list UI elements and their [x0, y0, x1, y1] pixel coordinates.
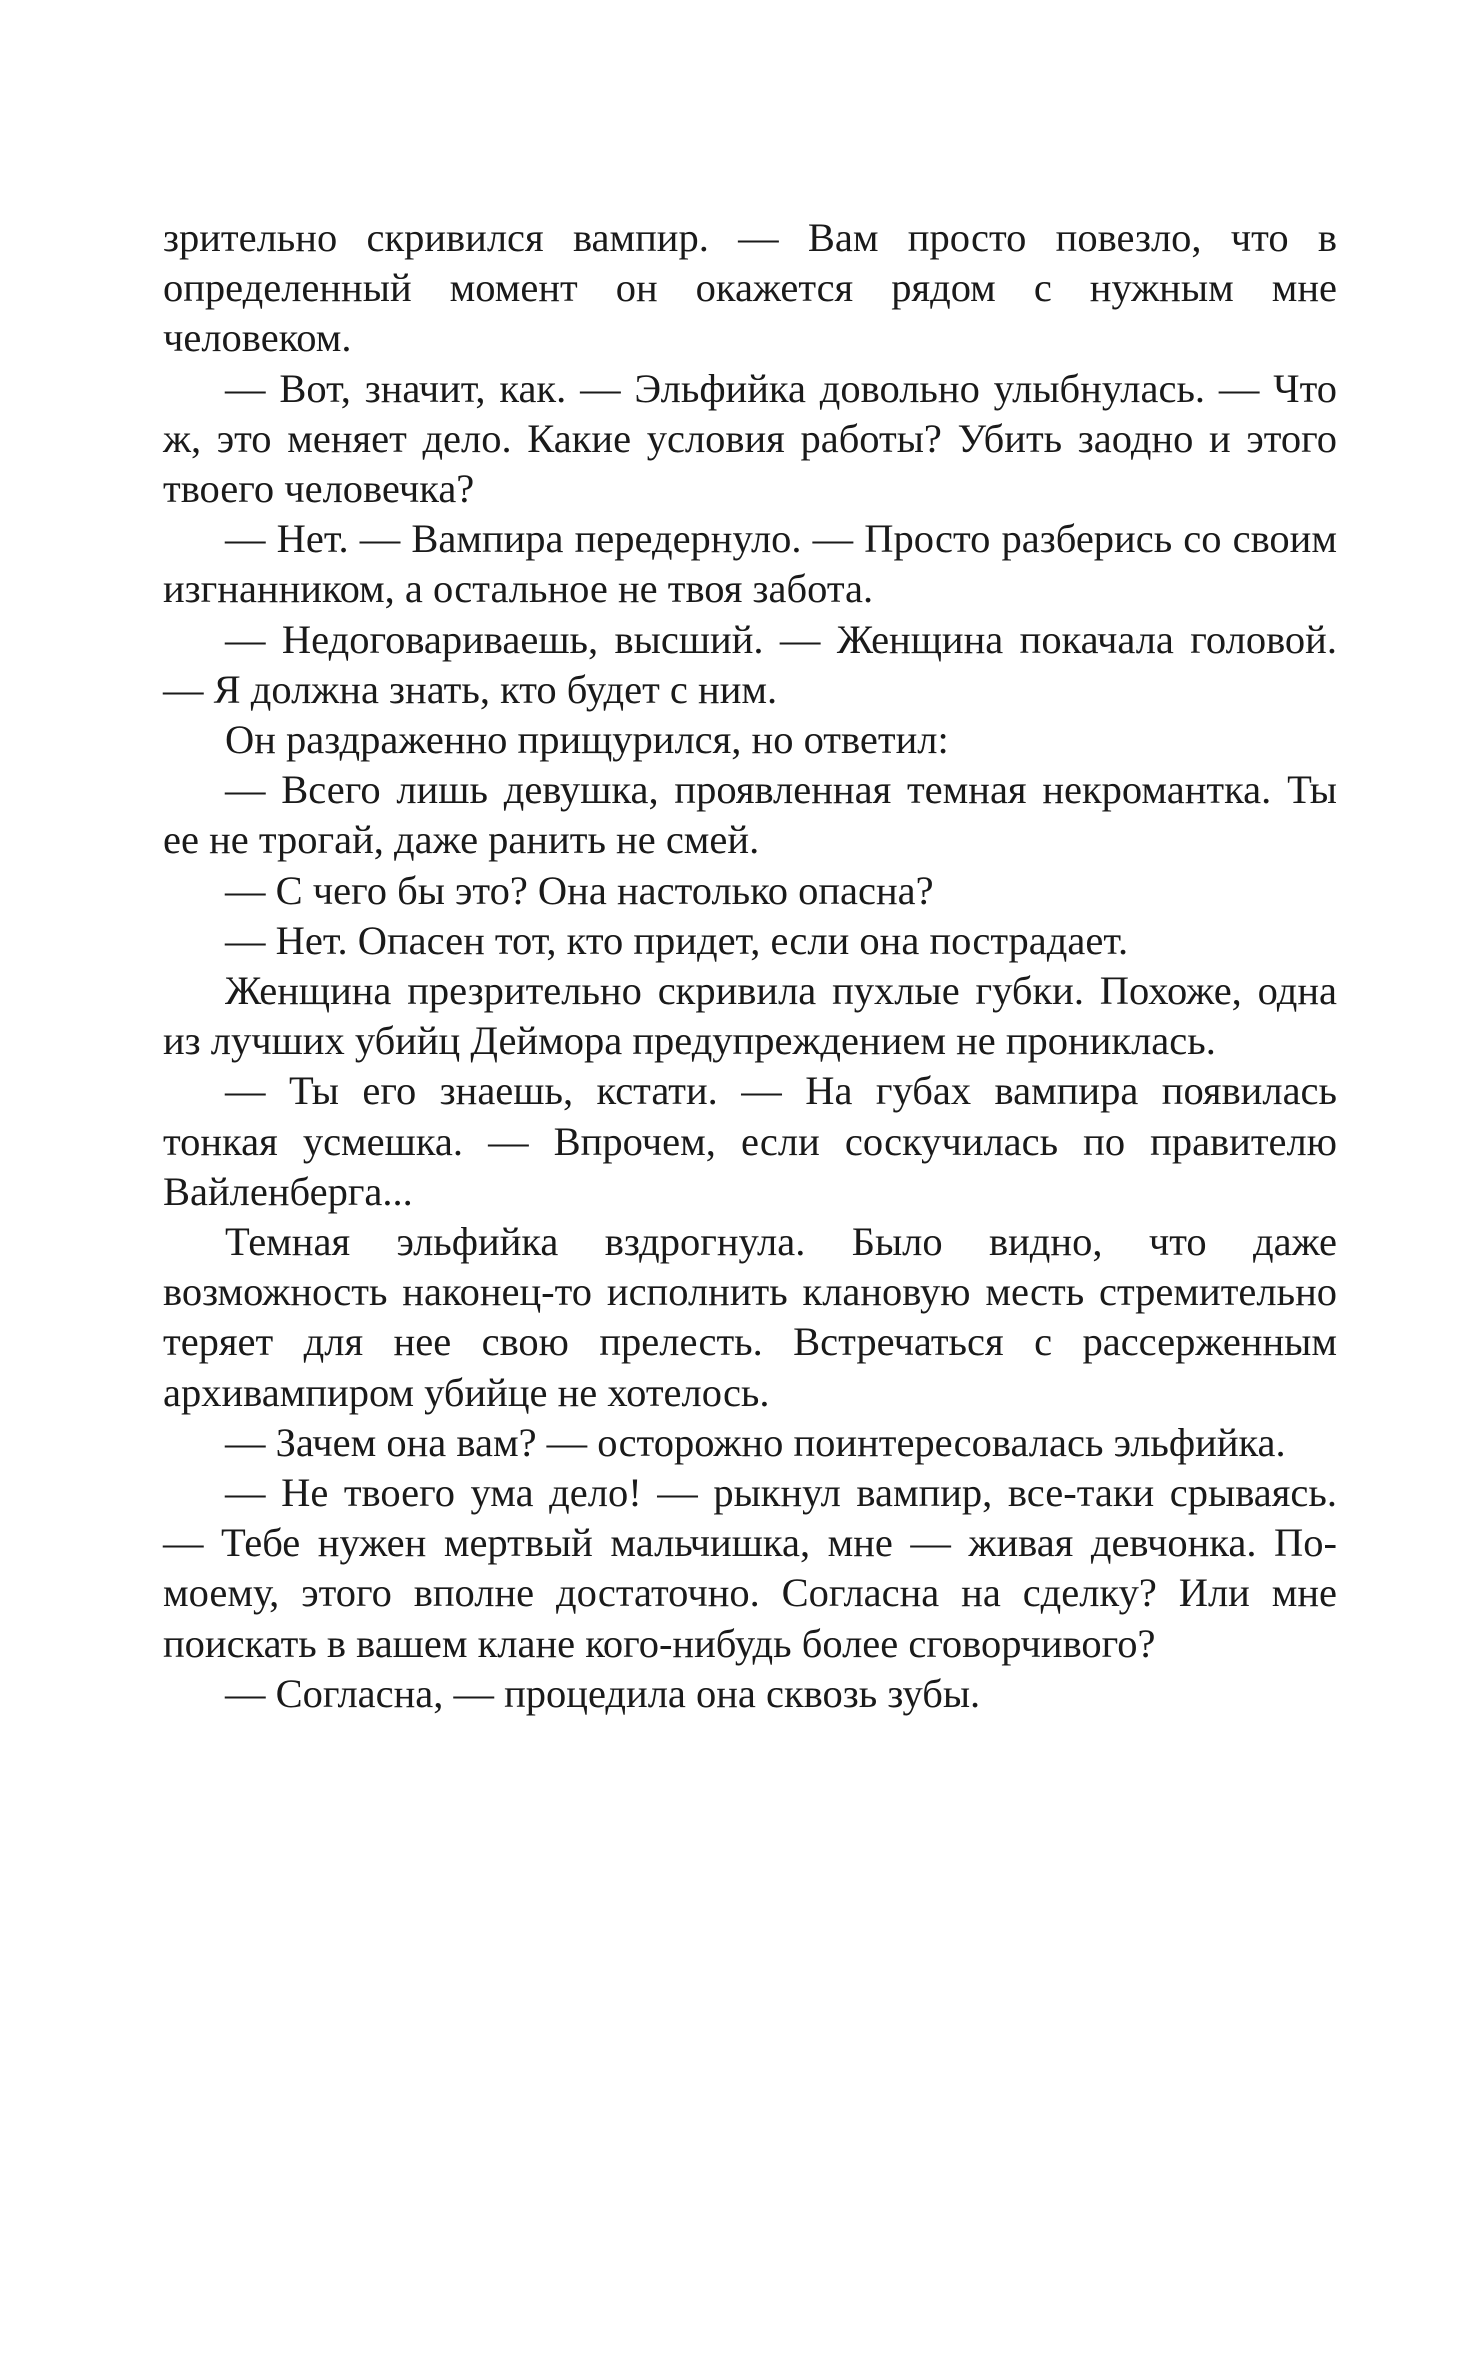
paragraph: — Всего лишь девушка, проявленная темная некромантка. Ты ее не трогай, даже ранить не смей.	[163, 767, 1337, 863]
paragraph: — С чего бы это? Она настолько опасна?	[225, 867, 934, 913]
paragraph: — Нет. Опасен тот, кто придет, если она пострадает.	[225, 917, 1129, 963]
paragraph: — Вот, значит, как. — Эльфийка довольно улыбнулась. — Что ж, это меняет дело. Какие условия работы? Убить заодно и этого твоего человечка?	[163, 365, 1337, 512]
paragraph: Женщина презрительно скривила пухлые губки. Похоже, одна из лучших убийц Деймора предупреждением не прониклась.	[163, 968, 1337, 1064]
paragraph: Он раздраженно прищурился, но ответил:	[225, 717, 949, 763]
book-page-text	[163, 213, 1337, 1719]
paragraph: — Нет. — Вампира передернуло. — Просто разберись со своим изгнанником, а остальное не твоя забота.	[163, 516, 1337, 612]
paragraph: — Не твоего ума дело! — рыкнул вампир, все-таки срываясь. — Тебе нужен мертвый мальчишка, мне — живая девчонка. По-моему, этого вполне достаточно. Согласна на сделку? Или мне поискать в вашем клане кого-нибудь более сговорчивого?	[163, 1470, 1337, 1666]
paragraph: — Согласна, — процедила она сквозь зубы.	[225, 1670, 981, 1716]
paragraph: — Ты его знаешь, кстати. — На губах вампира появилась тонкая усмешка. — Впрочем, если соскучилась по правителю Вайленберга...	[163, 1068, 1337, 1214]
paragraph: Темная эльфийка вздрогнула. Было видно, что даже возможность наконец-то исполнить клановую месть стремительно теряет для нее свою прелесть. Встречаться с рассерженным архивампиром убийце не хотелось.	[163, 1219, 1337, 1415]
paragraph: — Зачем она вам? — осторожно поинтересовалась эльфийка.	[225, 1419, 1286, 1465]
paragraph: — Недоговариваешь, высший. — Женщина покачала головой. — Я должна знать, кто будет с ним.	[163, 616, 1337, 712]
paragraph: зрительно скривился вампир. — Вам просто повезло, что в определенный момент он окажется рядом с нужным мне человеком.	[163, 215, 1337, 361]
